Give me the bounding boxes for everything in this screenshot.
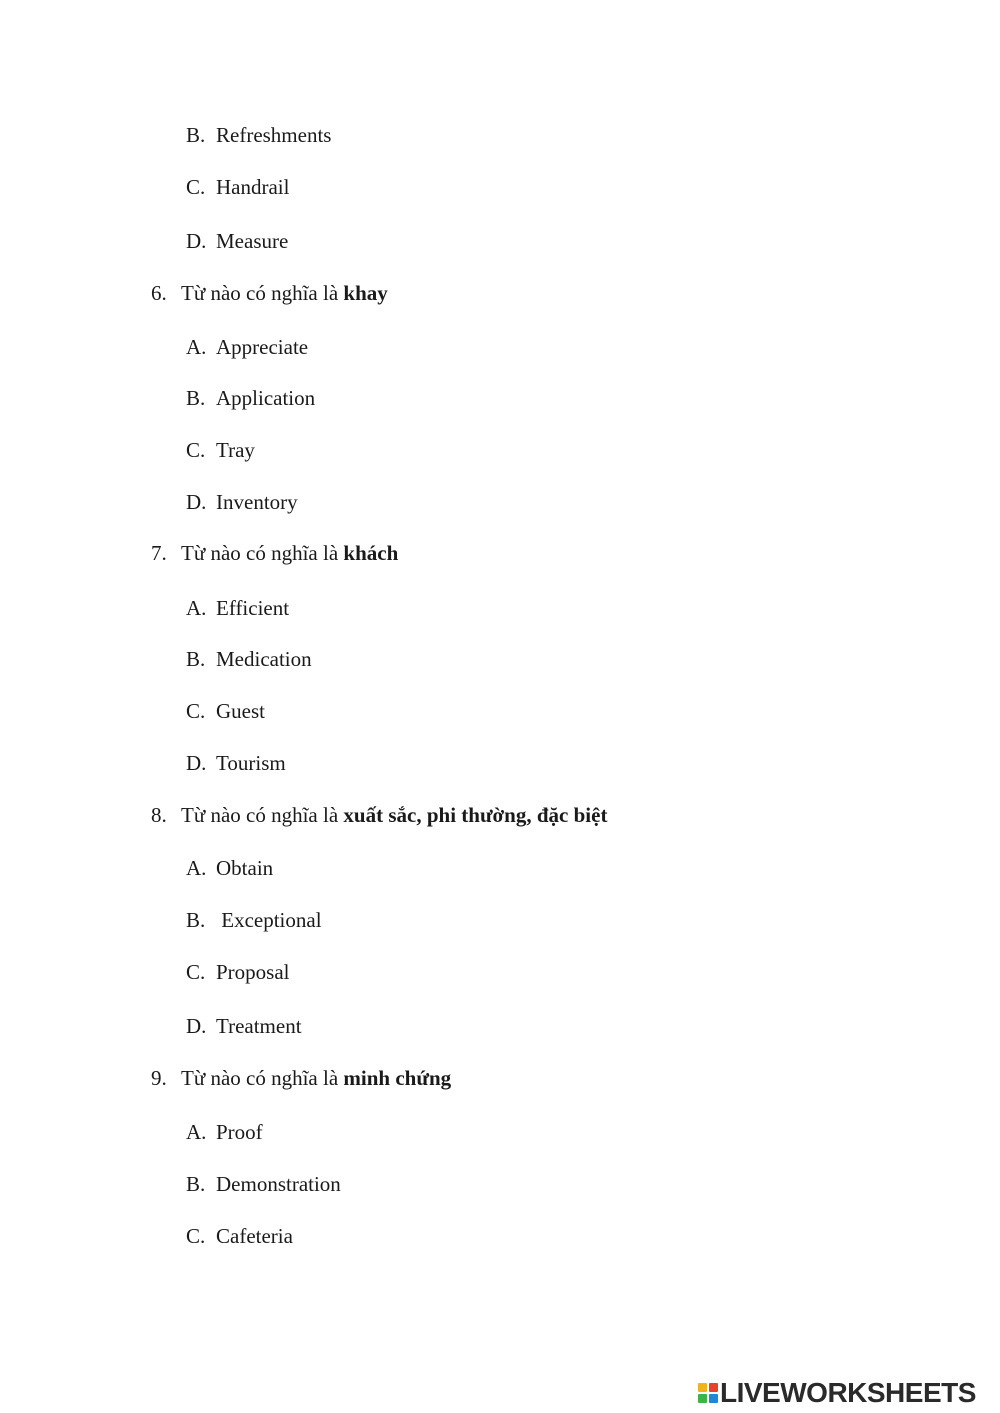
option-letter: C. xyxy=(186,699,206,723)
logo-square-2 xyxy=(709,1383,718,1392)
option-letter: D. xyxy=(186,490,207,514)
answer-option xyxy=(186,489,298,515)
option-text: Demonstration xyxy=(216,1172,341,1196)
answer-option xyxy=(186,698,265,724)
option-text: Refreshments xyxy=(216,123,332,147)
option-letter: A. xyxy=(186,335,207,359)
question-number: 8. xyxy=(151,803,167,827)
option-letter: A. xyxy=(186,856,207,880)
logo-square-1 xyxy=(698,1383,707,1392)
answer-option xyxy=(186,646,312,672)
question-9 xyxy=(151,1065,451,1091)
answer-option xyxy=(186,228,288,254)
option-text: Obtain xyxy=(216,856,274,880)
answer-option xyxy=(186,334,308,360)
option-letter: C. xyxy=(186,438,206,462)
option-letter: C. xyxy=(186,1224,206,1248)
option-text: Appreciate xyxy=(216,335,309,359)
option-text: Medication xyxy=(216,647,312,671)
option-letter: B. xyxy=(186,386,206,410)
option-text: Treatment xyxy=(216,1014,302,1038)
answer-option xyxy=(186,907,322,933)
option-letter: D. xyxy=(186,751,207,775)
option-letter: C. xyxy=(186,175,206,199)
question-number: 9. xyxy=(151,1066,167,1090)
question-8 xyxy=(151,802,607,828)
question-number: 6. xyxy=(151,281,167,305)
option-letter: B. xyxy=(186,1172,206,1196)
question-6 xyxy=(151,280,388,306)
option-text: Proof xyxy=(216,1120,263,1144)
question-keyword: khay xyxy=(343,281,388,305)
logo-square-3 xyxy=(698,1394,707,1403)
answer-option xyxy=(186,437,255,463)
option-text: Measure xyxy=(216,229,289,253)
answer-option xyxy=(186,1013,302,1039)
question-keyword: khách xyxy=(343,541,399,565)
answer-option xyxy=(186,1223,293,1249)
option-text: Tray xyxy=(216,438,255,462)
option-text: Cafeteria xyxy=(216,1224,293,1248)
option-letter: A. xyxy=(186,596,207,620)
option-letter: D. xyxy=(186,1014,207,1038)
answer-option xyxy=(186,385,315,411)
question-prompt: Từ nào có nghĩa là xyxy=(181,803,344,827)
liveworksheets-logo-icon xyxy=(698,1383,718,1403)
question-keyword: xuất sắc, phi thường, đặc biệt xyxy=(343,803,608,827)
option-letter: B. xyxy=(186,908,206,932)
option-text: Guest xyxy=(216,699,265,723)
option-letter: D. xyxy=(186,229,207,253)
question-prompt: Từ nào có nghĩa là xyxy=(181,541,344,565)
question-prompt: Từ nào có nghĩa là xyxy=(181,1066,344,1090)
answer-option xyxy=(186,174,289,200)
option-text: Exceptional xyxy=(216,908,322,932)
answer-option xyxy=(186,122,331,148)
option-text: Proposal xyxy=(216,960,290,984)
logo-wordmark: LIVEWORKSHEETS xyxy=(720,1377,976,1408)
question-number: 7. xyxy=(151,541,167,565)
option-text: Application xyxy=(216,386,316,410)
answer-option xyxy=(186,1171,341,1197)
answer-option xyxy=(186,959,290,985)
option-letter: B. xyxy=(186,647,206,671)
answer-option xyxy=(186,1119,263,1145)
option-letter: C. xyxy=(186,960,206,984)
question-prompt: Từ nào có nghĩa là xyxy=(181,281,344,305)
option-letter: B. xyxy=(186,123,206,147)
logo-square-4 xyxy=(709,1394,718,1403)
option-letter: A. xyxy=(186,1120,207,1144)
answer-option xyxy=(186,750,286,776)
option-text: Tourism xyxy=(216,751,286,775)
answer-option xyxy=(186,595,289,621)
liveworksheets-logo xyxy=(698,1378,976,1408)
question-7 xyxy=(151,540,398,566)
option-text: Efficient xyxy=(216,596,290,620)
answer-option xyxy=(186,855,273,881)
question-keyword: minh chứng xyxy=(343,1066,452,1090)
option-text: Inventory xyxy=(216,490,298,514)
option-text: Handrail xyxy=(216,175,290,199)
